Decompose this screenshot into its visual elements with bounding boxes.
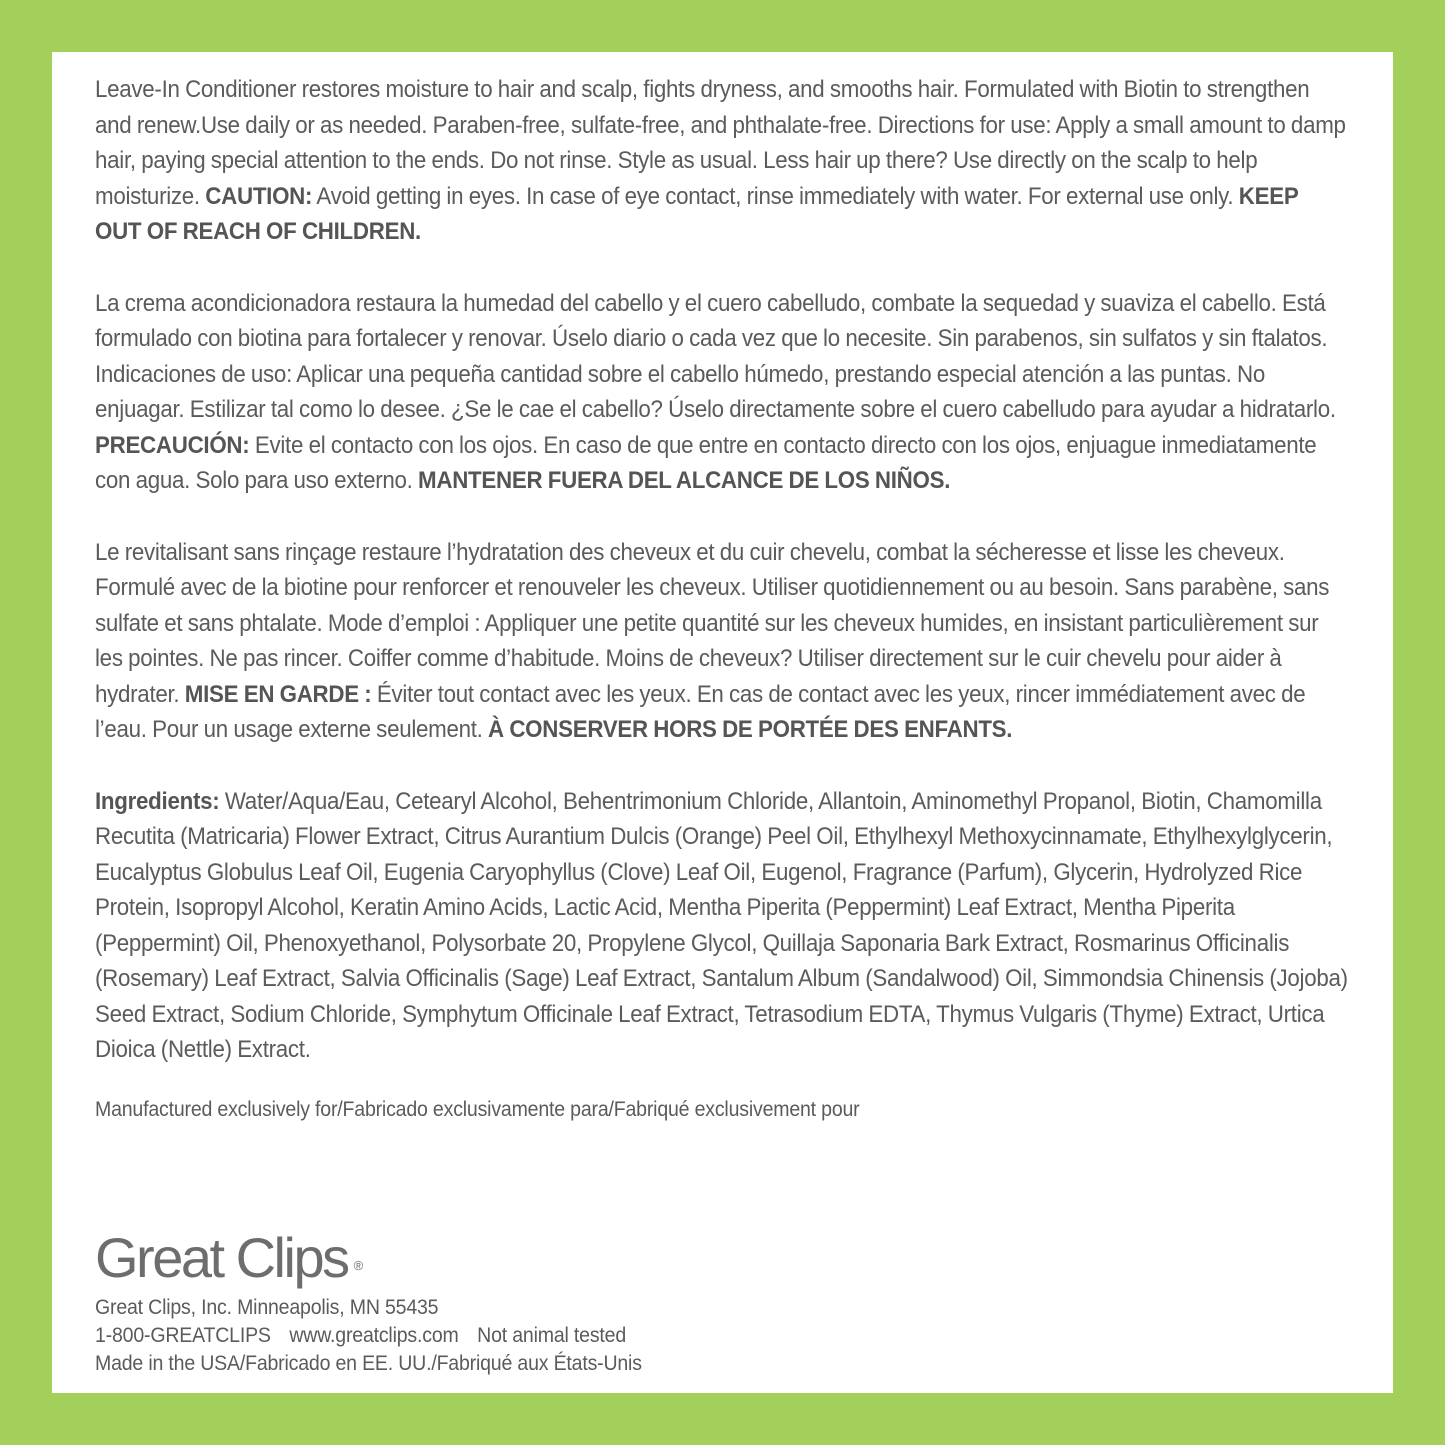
spacer xyxy=(95,499,1350,535)
phone-number: 1-800-GREATCLIPS xyxy=(95,1324,271,1347)
label-content xyxy=(95,72,1350,1124)
spacer xyxy=(95,1068,1350,1096)
french-paragraph xyxy=(95,535,1350,748)
registered-mark: ® xyxy=(353,1258,364,1273)
manufactured-note: Manufactured exclusively for/Fabricado exclusivamente para/Fabriqué exclusivement pour xyxy=(95,1097,860,1121)
english-text-1: Leave-In Conditioner restores moisture to hair and scalp, fights dryness, and smooths hair. Formulated with Biotin to strengthen and renew.Use daily or as needed. Paraben-free, sulfate-free, and phthalate-free. Directions for use: Apply a small amount to damp hair, paying special attention to the ends. Do not rinse. Style as usual. Less hair up there? Use directly on the scalp to help moisturize. xyxy=(95,76,1346,210)
french-caution-label: MISE EN GARDE : xyxy=(184,680,372,708)
animal-testing-note: Not animal tested xyxy=(477,1324,627,1347)
label-panel xyxy=(52,52,1393,1393)
french-warning: À CONSERVER HORS DE PORTÉE DES ENFANTS. xyxy=(488,716,1013,743)
spanish-text-1: La crema acondicionadora restaura la humedad del cabello y el cuero cabelludo, combate la sequedad y suaviza el cabello. Está formulado con biotina para fortalecer y renovar. Úselo diario o cada vez que lo necesite. Sin parabenos, sin sulfatos y sin ftalatos. Indicaciones de uso: Aplicar una pequeña cantidad sobre el cabello húmedo, prestando especial atención a las puntas. No enjuagar. Estilizar tal como lo desee. ¿Se le cae el cabello? Úselo directamente sobre el cuero cabelludo para ayudar a hidratarlo. xyxy=(95,289,1336,423)
english-text-2: Avoid getting in eyes. In case of eye contact, rinse immediately with water. For external use only. xyxy=(312,182,1239,210)
english-warning: KEEP OUT OF REACH OF CHILDREN. xyxy=(95,182,1299,245)
spanish-warning: MANTENER FUERA DEL ALCANCE DE LOS NIÑOS. xyxy=(418,467,951,494)
spacer xyxy=(95,748,1350,784)
ingredients-list: Water/Aqua/Eau, Cetearyl Alcohol, Behentrimonium Chloride, Allantoin, Aminomethyl Propanol, Biotin, Chamomilla Recutita (Matricaria) Flower Extract, Citrus Aurantium Dulcis (Orange) Peel Oil, Ethylhexyl Methoxycinnamate, Ethylhexylglycerin, Eucalyptus Globulus Leaf Oil, Eugenia Caryophyllus (Clove) Leaf Oil, Eugenol, Fragrance (Parfum), Glycerin, Hydrolyzed Rice Protein, Isopropyl Alcohol, Keratin Amino Acids, Lactic Acid, Mentha Piperita (Peppermint) Leaf Extract, Mentha Piperita (Peppermint) Oil, Phenoxyethanol, Polysorbate 20, Propylene Glycol, Quillaja Saponaria Bark Extract, Rosmarinus Officinalis (Rosemary) Leaf Extract, Salvia Officinalis (Sage) Leaf Extract, Santalum Album (Sandalwood) Oil, Simmondsia Chinensis (Jojoba) Seed Extract, Sodium Chloride, Symphytum Officinale Leaf Extract, Tetrasodium EDTA, Thymus Vulgaris (Thyme) Extract, Urtica Dioica (Nettle) Extract. xyxy=(95,787,1348,1063)
spanish-paragraph xyxy=(95,286,1350,499)
english-caution-label: CAUTION: xyxy=(205,182,313,210)
ingredients-label: Ingredients: xyxy=(95,787,220,815)
website: www.greatclips.com xyxy=(289,1324,459,1347)
ingredients-paragraph xyxy=(95,784,1350,1068)
address-block xyxy=(95,1294,642,1378)
spacer xyxy=(95,250,1350,286)
brand-name: Great Clips xyxy=(95,1226,348,1289)
english-paragraph xyxy=(95,72,1350,250)
french-text-1: Le revitalisant sans rinçage restaure l’hydratation des cheveux et du cuir chevelu, combat la sécheresse et lisse les cheveux. Formulé avec de la biotine pour renforcer et renouveler les cheveux. Utiliser quotidiennement ou au besoin. Sans parabène, sans sulfate et sans phtalate. Mode d’emploi : Appliquer une petite quantité sur les cheveux humides, en insistant particulièrement sur les pointes. Ne pas rincer. Coiffer comme d’habitude. Moins de cheveux? Utiliser directement sur le cuir chevelu pour aider à hydrater. xyxy=(95,538,1330,708)
contact-line xyxy=(95,1322,642,1350)
spanish-caution-label: PRECAUCIÓN: xyxy=(95,431,250,459)
address-line: Great Clips, Inc. Minneapolis, MN 55435 xyxy=(95,1296,439,1319)
brand-logo xyxy=(95,1222,364,1294)
french-text-2: Éviter tout contact avec les yeux. En cas de contact avec les yeux, rincer immédiatement avec de l’eau. Pour un usage externe seulement. xyxy=(95,680,1306,743)
origin-line: Made in the USA/Fabricado en EE. UU./Fabriqué aux États-Unis xyxy=(95,1352,642,1375)
spanish-text-2: Evite el contacto con los ojos. En caso de que entre en contacto directo con los ojos, enjuague inmediatamente con agua. Solo para uso externo. xyxy=(95,431,1317,494)
